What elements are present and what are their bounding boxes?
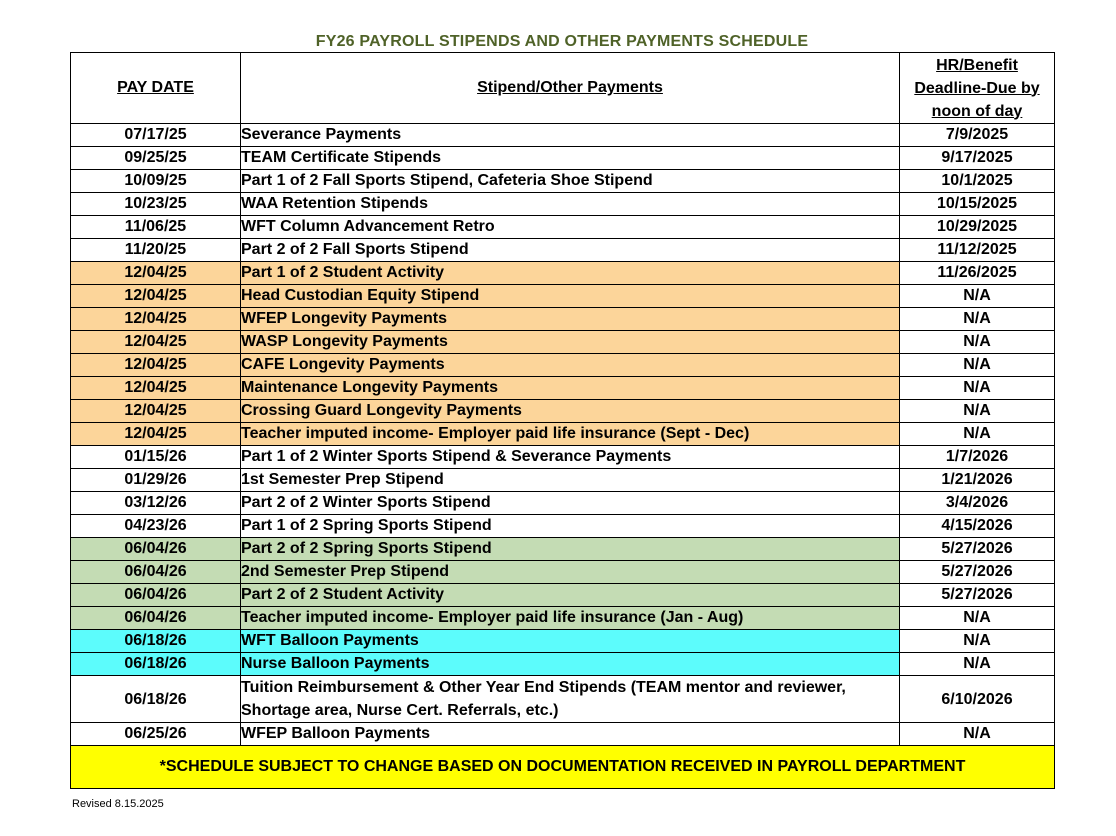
deadline-cell: N/A: [900, 723, 1055, 746]
header-row: [71, 53, 1055, 124]
deadline-cell: 5/27/2026: [900, 538, 1055, 561]
footer-note: *SCHEDULE SUBJECT TO CHANGE BASED ON DOCUMENTATION RECEIVED IN PAYROLL DEPARTMENT: [71, 746, 1055, 789]
schedule-rows: [71, 124, 1055, 746]
table-row: [71, 262, 1055, 285]
deadline-cell: N/A: [900, 607, 1055, 630]
table-row: [71, 584, 1055, 607]
pay-date-cell: 12/04/25: [71, 354, 241, 377]
table-row: [71, 653, 1055, 676]
pay-date-cell: 12/04/25: [71, 308, 241, 331]
deadline-cell: 10/1/2025: [900, 170, 1055, 193]
stipend-cell: Part 2 of 2 Winter Sports Stipend: [241, 492, 900, 515]
stipend-cell: WFT Balloon Payments: [241, 630, 900, 653]
pay-date-cell: 12/04/25: [71, 262, 241, 285]
footer-row: [71, 746, 1055, 789]
pay-date-cell: 06/25/26: [71, 723, 241, 746]
table-row: [71, 147, 1055, 170]
pay-date-cell: 12/04/25: [71, 423, 241, 446]
pay-date-cell: 06/04/26: [71, 538, 241, 561]
table-row: [71, 170, 1055, 193]
table-row: [71, 630, 1055, 653]
table-row: [71, 124, 1055, 147]
stipend-cell: WFT Column Advancement Retro: [241, 216, 900, 239]
table-row: [71, 193, 1055, 216]
table-row: [71, 469, 1055, 492]
pay-date-cell: 10/09/25: [71, 170, 241, 193]
table-row: [71, 446, 1055, 469]
pay-date-cell: 03/12/26: [71, 492, 241, 515]
pay-date-cell: 01/15/26: [71, 446, 241, 469]
stipend-header: Stipend/Other Payments: [241, 53, 900, 124]
stipend-cell: Part 1 of 2 Winter Sports Stipend & Severance Payments: [241, 446, 900, 469]
deadline-cell: 11/26/2025: [900, 262, 1055, 285]
table-row: [71, 285, 1055, 308]
table-row: [71, 331, 1055, 354]
stipend-cell: WFEP Longevity Payments: [241, 308, 900, 331]
pay-date-cell: 12/04/25: [71, 285, 241, 308]
table-row: [71, 377, 1055, 400]
stipend-cell: CAFE Longevity Payments: [241, 354, 900, 377]
payroll-schedule-table: [70, 52, 1055, 789]
stipend-cell: Part 2 of 2 Fall Sports Stipend: [241, 239, 900, 262]
stipend-cell: Part 1 of 2 Fall Sports Stipend, Cafeteria Shoe Stipend: [241, 170, 900, 193]
stipend-cell: Part 2 of 2 Spring Sports Stipend: [241, 538, 900, 561]
deadline-cell: N/A: [900, 331, 1055, 354]
pay-date-header: PAY DATE: [71, 53, 241, 124]
deadline-cell: 10/15/2025: [900, 193, 1055, 216]
stipend-cell: WASP Longevity Payments: [241, 331, 900, 354]
table-row: [71, 239, 1055, 262]
stipend-cell: WAA Retention Stipends: [241, 193, 900, 216]
deadline-cell: N/A: [900, 354, 1055, 377]
pay-date-cell: 09/25/25: [71, 147, 241, 170]
stipend-cell: Head Custodian Equity Stipend: [241, 285, 900, 308]
table-row: [71, 308, 1055, 331]
table-row: [71, 515, 1055, 538]
deadline-header-line1: HR/Benefit: [936, 56, 1018, 74]
deadline-cell: 7/9/2025: [900, 124, 1055, 147]
table-row: [71, 354, 1055, 377]
page-title: FY26 PAYROLL STIPENDS AND OTHER PAYMENTS SCHEDULE: [315, 33, 809, 50]
deadline-cell: N/A: [900, 423, 1055, 446]
table-row: [71, 561, 1055, 584]
deadline-header: [900, 53, 1055, 124]
pay-date-cell: 11/06/25: [71, 216, 241, 239]
pay-date-cell: 06/04/26: [71, 607, 241, 630]
stipend-cell: Part 1 of 2 Spring Sports Stipend: [241, 515, 900, 538]
pay-date-cell: 12/04/25: [71, 400, 241, 423]
stipend-cell: TEAM Certificate Stipends: [241, 147, 900, 170]
pay-date-cell: 12/04/25: [71, 331, 241, 354]
table-row: [71, 538, 1055, 561]
deadline-cell: N/A: [900, 285, 1055, 308]
stipend-cell: 2nd Semester Prep Stipend: [241, 561, 900, 584]
pay-date-cell: 11/20/25: [71, 239, 241, 262]
table-row: [71, 216, 1055, 239]
stipend-cell: Nurse Balloon Payments: [241, 653, 900, 676]
deadline-cell: 1/7/2026: [900, 446, 1055, 469]
deadline-cell: 10/29/2025: [900, 216, 1055, 239]
revised-date: Revised 8.15.2025: [72, 798, 164, 810]
table-row: [71, 607, 1055, 630]
deadline-cell: 6/10/2026: [900, 676, 1055, 723]
stipend-cell: Part 2 of 2 Student Activity: [241, 584, 900, 607]
deadline-cell: 5/27/2026: [900, 561, 1055, 584]
stipend-cell: Teacher imputed income- Employer paid life insurance (Sept - Dec): [241, 423, 900, 446]
deadline-cell: 9/17/2025: [900, 147, 1055, 170]
pay-date-cell: 01/29/26: [71, 469, 241, 492]
stipend-cell: Tuition Reimbursement & Other Year End Stipends (TEAM mentor and reviewer, Shortage area, Nurse Cert. Referrals, etc.): [241, 676, 900, 723]
deadline-cell: 1/21/2026: [900, 469, 1055, 492]
deadline-cell: N/A: [900, 630, 1055, 653]
deadline-cell: N/A: [900, 653, 1055, 676]
deadline-cell: N/A: [900, 377, 1055, 400]
deadline-cell: N/A: [900, 400, 1055, 423]
table-row: [71, 423, 1055, 446]
deadline-cell: 11/12/2025: [900, 239, 1055, 262]
pay-date-cell: 06/18/26: [71, 653, 241, 676]
pay-date-cell: 06/04/26: [71, 561, 241, 584]
deadline-cell: 4/15/2026: [900, 515, 1055, 538]
deadline-cell: 3/4/2026: [900, 492, 1055, 515]
table-row: [71, 492, 1055, 515]
stipend-cell: Severance Payments: [241, 124, 900, 147]
deadline-cell: 5/27/2026: [900, 584, 1055, 607]
pay-date-cell: 06/18/26: [71, 676, 241, 723]
pay-date-cell: 06/18/26: [71, 630, 241, 653]
stipend-cell: Maintenance Longevity Payments: [241, 377, 900, 400]
stipend-cell: Part 1 of 2 Student Activity: [241, 262, 900, 285]
table-row: [71, 676, 1055, 723]
pay-date-cell: 12/04/25: [71, 377, 241, 400]
table-row: [71, 400, 1055, 423]
stipend-cell: WFEP Balloon Payments: [241, 723, 900, 746]
deadline-cell: N/A: [900, 308, 1055, 331]
stipend-cell: Crossing Guard Longevity Payments: [241, 400, 900, 423]
pay-date-cell: 04/23/26: [71, 515, 241, 538]
deadline-header-line3: noon of day: [931, 102, 1023, 120]
pay-date-cell: 06/04/26: [71, 584, 241, 607]
stipend-cell: Teacher imputed income- Employer paid life insurance (Jan - Aug): [241, 607, 900, 630]
pay-date-cell: 10/23/25: [71, 193, 241, 216]
stipend-cell: 1st Semester Prep Stipend: [241, 469, 900, 492]
pay-date-cell: 07/17/25: [71, 124, 241, 147]
table-row: [71, 723, 1055, 746]
deadline-header-line2: Deadline-Due by: [914, 79, 1040, 97]
